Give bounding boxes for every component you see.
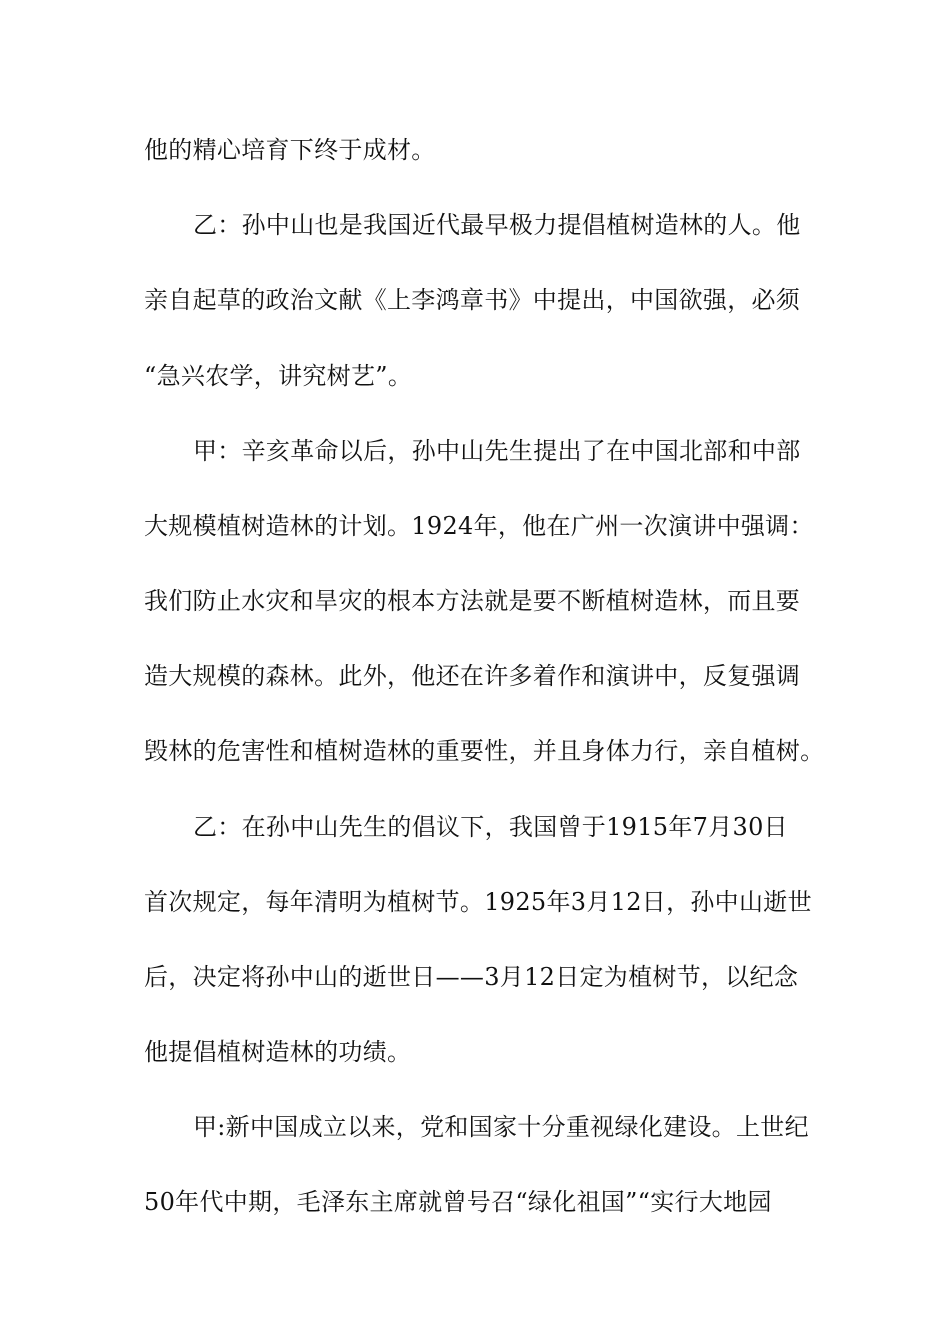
text-line: 甲：辛亥革命以后，孙中山先生提出了在中国北部和中部 xyxy=(193,437,801,465)
text-line: 他提倡植树造林的功绩。 xyxy=(144,1038,412,1066)
text-line: 我们防止水灾和旱灾的根本方法就是要不断植树造林，而且要 xyxy=(144,587,801,615)
text-line: “急兴农学，讲究树艺”。 xyxy=(144,362,413,390)
text-line: 大规模植树造林的计划。1924年，他在广州一次演讲中强调： xyxy=(144,512,814,540)
text-line: 他的精心培育下终于成材。 xyxy=(144,136,436,164)
text-line: 乙：孙中山也是我国近代最早极力提倡植树造林的人。他 xyxy=(193,211,801,239)
text-line: 乙：在孙中山先生的倡议下，我国曾于1915年7月30日 xyxy=(193,813,788,841)
text-line: 首次规定，每年清明为植树节。1925年3月12日，孙中山逝世 xyxy=(144,888,812,916)
text-line: 造大规模的森林。此外，他还在许多着作和演讲中，反复强调 xyxy=(144,662,801,690)
text-line: 后，决定将孙中山的逝世日——3月12日定为植树节，以纪念 xyxy=(144,963,799,991)
text-line: 毁林的危害性和植树造林的重要性，并且身体力行，亲自植树。 xyxy=(144,737,825,765)
text-line: 50年代中期，毛泽东主席就曾号召“绿化祖国”“实行大地园 xyxy=(144,1188,772,1216)
text-line: 亲自起草的政治文献《上李鸿章书》中提出，中国欲强，必须 xyxy=(144,286,801,314)
text-line: 甲:新中国成立以来，党和国家十分重视绿化建设。上世纪 xyxy=(193,1113,809,1141)
